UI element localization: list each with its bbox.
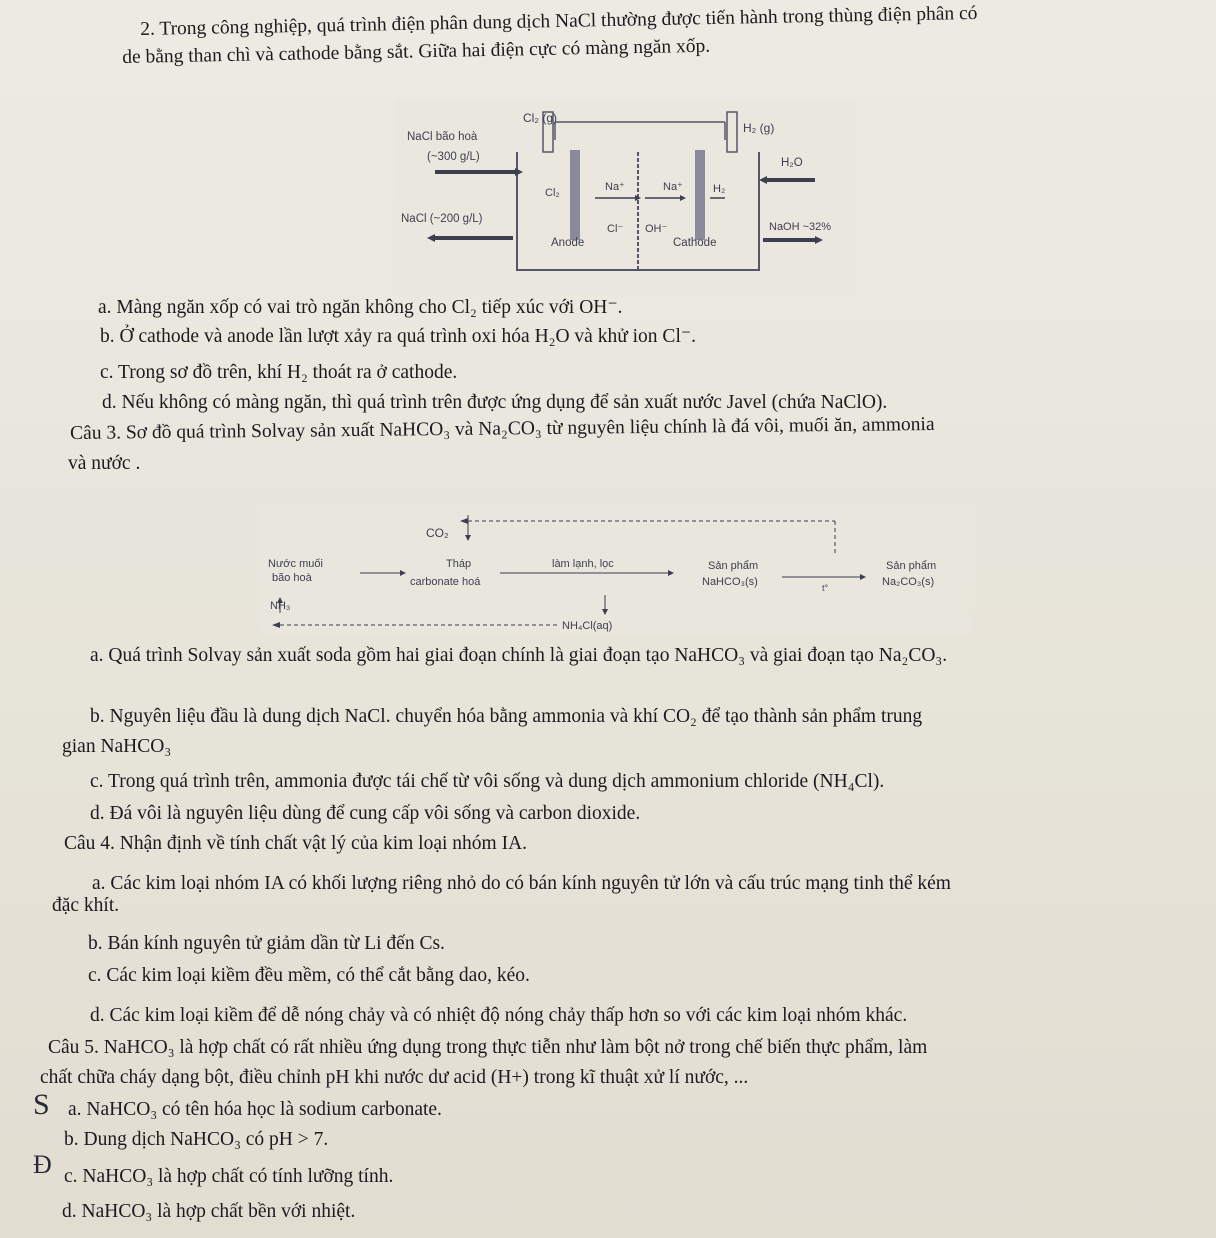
q5-option-d: d. NaHCO₃ là hợp chất bền với nhiệt.	[62, 1201, 356, 1222]
q2-option-d: d. Nếu không có màng ngăn, thì quá trình trên được ứng dụng để sản xuất nước Javel (chứa NaClO).	[102, 392, 888, 413]
cl2-label: Cl₂	[545, 187, 560, 199]
brine-label-1: Nước muối	[268, 558, 323, 570]
naoh-label: NaOH ~32%	[769, 221, 832, 233]
q5-option-c: c. NaHCO₃ là hợp chất có tính lưỡng tính.	[64, 1166, 394, 1187]
q2-option-a: a. Màng ngăn xốp có vai trò ngăn không cho Cl₂ tiếp xúc với OH⁻.	[98, 297, 623, 318]
na-plus-label-1: Na⁺	[605, 181, 625, 193]
product-1-label-1: Sản phẩm	[708, 560, 759, 572]
q4-option-c: c. Các kim loại kiềm đều mềm, có thể cắt bằng dao, kéo.	[88, 965, 530, 986]
q4-option-d: d. Các kim loại kiềm để dễ nóng chảy và có nhiệt độ nóng chảy thấp hơn so với các kim loại nhóm khác.	[90, 1005, 908, 1026]
cl2-gas-label: Cl₂ (g)	[523, 111, 557, 125]
q3-title-line-2: và nước .	[68, 453, 141, 474]
heat-label: t°	[822, 583, 829, 593]
q2-intro-line-1: 2. Trong công nghiệp, quá trình điện phân dung dịch NaCl thường được tiến hành trong thùng điện phân có	[140, 2, 978, 40]
product-1-label-2: NaHCO₃(s)	[702, 576, 758, 588]
electrolysis-diagram	[395, 100, 855, 290]
q2-option-c: c. Trong sơ đồ trên, khí H₂ thoát ra ở cathode.	[100, 362, 458, 383]
cathode-label: Cathode	[673, 237, 717, 249]
product-2-label-1: Sản phẩm	[886, 560, 937, 572]
tower-label-2: carbonate hoá	[410, 576, 481, 588]
q3-title-line-1: Câu 3. Sơ đồ quá trình Solvay sản xuất NaHCO₃ và Na₂CO₃ từ nguyên liệu chính là đá vôi, muối ăn, ammonia	[70, 413, 935, 444]
cl-minus-label: Cl⁻	[607, 223, 624, 235]
h2-label: H₂	[713, 183, 726, 195]
product-2-label-2: Na₂CO₃(s)	[882, 576, 935, 588]
q2-option-b: b. Ở cathode và anode lần lượt xảy ra quá trình oxi hóa H₂O và khử ion Cl⁻.	[100, 326, 697, 347]
nacl-300-label: (~300 g/L)	[427, 151, 480, 163]
q3-option-b-line-1: b. Nguyên liệu đầu là dung dịch NaCl. chuyển hóa bằng ammonia và khí CO₂ để tạo thành sản phẩm trung	[90, 706, 923, 727]
cool-filter-label: làm lạnh, lọc	[552, 558, 614, 570]
nh4cl-label: NH₄Cl(aq)	[562, 620, 613, 632]
q5-title-line-2: chất chữa cháy dạng bột, điều chỉnh pH khi nước dư acid (H+) trong kĩ thuật xử lí nước, ...	[40, 1067, 749, 1088]
brine-label-2: bão hoà	[272, 572, 312, 584]
nh3-label: NH₃	[270, 600, 291, 612]
tower-label-1: Tháp	[446, 558, 472, 570]
h2-gas-label: H₂ (g)	[743, 121, 775, 135]
q3-option-a: a. Quá trình Solvay sản xuất soda gồm hai giai đoạn chính là giai đoạn tạo NaHCO₃ và giai đoạn tạo Na₂CO₃.	[90, 645, 948, 666]
q5-option-b: b. Dung dịch NaHCO₃ có pH > 7.	[64, 1129, 329, 1150]
nacl-200-label: NaCl (~200 g/L)	[401, 213, 483, 225]
q4-title: Câu 4. Nhận định về tính chất vật lý của kim loại nhóm IA.	[64, 833, 528, 854]
q3-option-b-line-2: gian NaHCO₃	[62, 736, 172, 757]
q4-option-a-line-1: a. Các kim loại nhóm IA có khối lượng riêng nhỏ do có bán kính nguyên tử lớn và cấu trúc mạng tinh thể kém	[92, 873, 951, 894]
handwritten-mark-d: Đ	[33, 1150, 52, 1179]
solvay-diagram	[260, 505, 970, 635]
oh-minus-label: OH⁻	[645, 223, 668, 235]
anode-label: Anode	[551, 237, 585, 249]
q4-option-b: b. Bán kính nguyên tử giảm dần từ Li đến Cs.	[88, 933, 445, 954]
nacl-saturated-label: NaCl bão hoà	[407, 131, 478, 143]
q2-intro-line-2: de bằng than chì và cathode bằng sắt. Giữa hai điện cực có màng ngăn xốp.	[122, 35, 711, 68]
q4-option-a-line-2: đặc khít.	[52, 895, 120, 916]
na-plus-label-2: Na⁺	[663, 181, 683, 193]
q5-title-line-1: Câu 5. NaHCO₃ là hợp chất có rất nhiều ứng dụng trong thực tiễn như làm bột nở trong chế biến thực phẩm, làm	[48, 1037, 928, 1058]
co2-label: CO₂	[426, 526, 449, 540]
q3-option-d: d. Đá vôi là nguyên liệu dùng để cung cấp vôi sống và carbon dioxide.	[90, 803, 641, 824]
h2o-label: H₂O	[781, 157, 803, 169]
q5-option-a: a. NaHCO₃ có tên hóa học là sodium carbonate.	[68, 1099, 442, 1120]
handwritten-mark-s: S	[33, 1088, 50, 1121]
q3-option-c: c. Trong quá trình trên, ammonia được tái chế từ vôi sống và dung dịch ammonium chloride (NH₄Cl).	[90, 771, 885, 792]
